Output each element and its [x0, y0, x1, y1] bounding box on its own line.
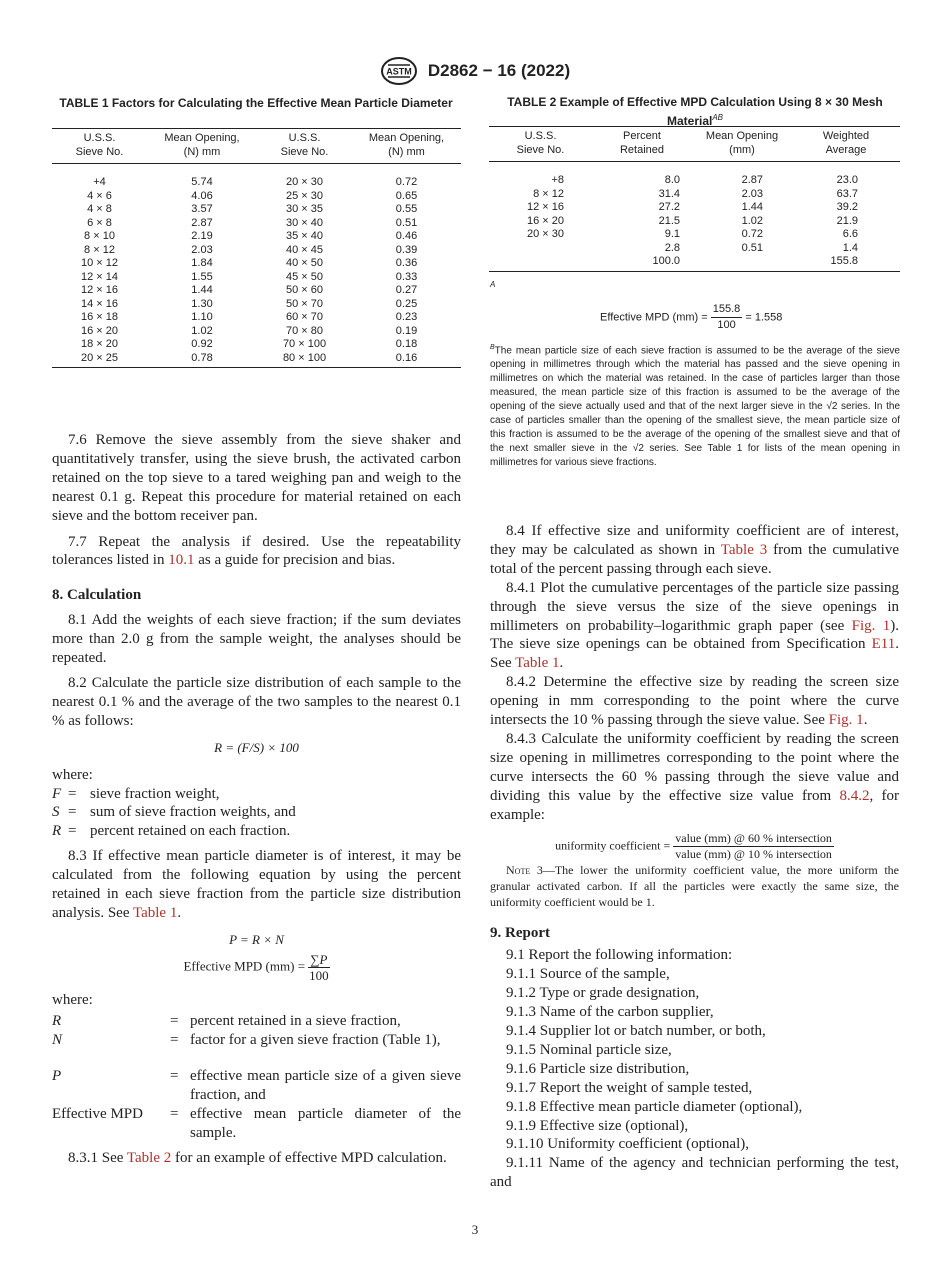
table1-cell: 3.57: [191, 203, 213, 215]
table1-cell: 18 × 20: [80, 338, 118, 350]
where-equals: =: [68, 823, 77, 840]
table2-cell: 21.9: [836, 214, 858, 227]
table1-cell: +4: [93, 176, 106, 188]
table1-cell: 12 × 16: [80, 284, 118, 296]
where-symbol: Effective MPD: [52, 1106, 143, 1123]
table1-cell: 1.55: [191, 270, 213, 283]
table1-cell: 16 × 18: [80, 311, 118, 323]
where-equals: =: [68, 804, 77, 821]
equation-uniformity: uniformity coefficient = $\frac{\text{value (mm) @ 60 \% intersection}}{\text{value (mm) @ 10 \% intersection}}$: [555, 830, 832, 861]
where-label-2: where:: [52, 991, 93, 1008]
table2-cell: 1.4: [842, 241, 858, 254]
table2-cell: [692, 255, 792, 271]
where-definition: sum of sieve fraction weights, and: [90, 804, 296, 821]
table2-cell: 1.02: [741, 214, 763, 227]
where-list-2: [52, 1012, 461, 1143]
where-definition: percent retained in a sieve fraction,: [190, 1012, 401, 1029]
table1-cell: 50 × 60: [285, 284, 323, 296]
table2-cell: 2.8: [664, 241, 680, 254]
link-fig-1-b[interactable]: Fig. 1: [828, 712, 864, 729]
equation-p: P = R × N: [229, 931, 284, 947]
where-symbol: N: [52, 1031, 63, 1048]
para-7-7: 7.7 Repeat the analysis if desired. Use the repeatability tolerances listed in 10.1 as a guide for precision and bias.: [52, 533, 461, 569]
table2-cell: 20 × 30: [526, 228, 564, 240]
table1-cell: 6 × 8: [87, 216, 112, 229]
table-row: [52, 338, 461, 352]
table1-cell: 0.72: [395, 176, 418, 188]
table1-cell: 60 × 70: [285, 311, 323, 323]
report-item-last: 9.1.11 Name of the agency and technician performing the test, and: [490, 1155, 899, 1191]
where-symbol: P: [52, 1068, 62, 1085]
report-item: 9.1.4 Supplier lot or batch number, or both,: [506, 1023, 766, 1040]
table1-cell: 16 × 20: [80, 324, 118, 337]
table-row: [489, 174, 900, 188]
table1-cell: 0.65: [395, 189, 418, 202]
table1-cell: 14 × 16: [80, 297, 118, 310]
table1: [52, 128, 461, 368]
where-definition: sieve fraction weight,: [90, 785, 220, 802]
table1-cell: 40 × 45: [285, 243, 323, 256]
link-10-1[interactable]: 10.1: [168, 552, 195, 569]
table-row: [52, 352, 461, 368]
section-8-heading: 8. Calculation: [52, 587, 142, 604]
table-row: [52, 244, 461, 258]
table1-cell: 0.55: [395, 203, 418, 215]
para-8-4-2: 8.4.2 Determine the effective size by reading the screen size opening in mm corresponding to the point where the curve intersects the 10 % passing through the sieve value. See Fig. 1.: [490, 674, 899, 729]
table2-cell: 1.44: [741, 201, 763, 213]
table1-spacer-row: [52, 164, 461, 177]
table2-header-cell: U.S.S. Sieve No.: [489, 127, 592, 162]
table2-cell: 39.2: [836, 201, 858, 213]
table1-cell: 2.03: [191, 243, 213, 256]
table1-header-cell: Mean Opening, (N) mm: [147, 129, 257, 164]
table1-cell: 70 × 80: [285, 324, 323, 337]
table2-cell: 63.7: [836, 187, 858, 200]
table1-cell: 1.44: [191, 284, 213, 296]
table-row: [52, 325, 461, 339]
table1-cell: 1.02: [191, 324, 213, 337]
table2-cell: 100.0: [592, 255, 692, 271]
table1-cell: 80 × 100: [257, 352, 352, 368]
para-8-2: 8.2 Calculate the particle size distribution of each sample to the nearest 0.1 % and the average of the two samples to the nearest 0.1 % as follows:: [52, 674, 461, 729]
table2-cell: +8: [551, 174, 564, 186]
table1-cell: 8 × 12: [84, 243, 115, 256]
para-8-4-3: 8.4.3 Calculate the uniformity coefficient by reading the screen size opening in millimetres corresponding to the point where the curve intersects the 60 % passing through the sieve value and dividing this value by the effective size value from 8.4.2, for example:: [490, 730, 899, 823]
table2-equation: Effective MPD (mm) = $\frac{155.8}{100}$ = 1.558: [600, 303, 783, 331]
link-e11[interactable]: E11: [871, 636, 896, 653]
where-symbol: S: [52, 804, 60, 821]
report-item: 9.1.8 Effective mean particle diameter (optional),: [506, 1098, 803, 1115]
link-table-2[interactable]: Table 2: [126, 1150, 172, 1167]
where-symbol: F: [52, 785, 62, 802]
table1-cell: 30 × 40: [285, 216, 323, 229]
table1-cell: 50 × 70: [285, 297, 323, 310]
table1-cell: 1.84: [191, 257, 213, 269]
table1-cell: 0.27: [395, 284, 418, 296]
table1-cell: 40 × 50: [285, 257, 323, 269]
report-item: 9.1.7 Report the weight of sample tested,: [506, 1079, 753, 1096]
link-table-1-b[interactable]: Table 1: [515, 655, 560, 672]
table1-cell: 70 × 100: [282, 338, 327, 350]
link-table-3[interactable]: Table 3: [720, 541, 768, 558]
table2-cell: 16 × 20: [526, 214, 564, 227]
report-item: 9.1.1 Source of the sample,: [506, 966, 670, 983]
page-header: [0, 56, 950, 86]
table2-header-cell: Weighted Average: [792, 127, 900, 162]
table2-cell: 27.2: [658, 201, 680, 213]
astm-logo-icon: [380, 56, 418, 86]
equation-mpd: Effective MPD (mm) = $\frac{\sum P}{100}$: [183, 951, 329, 983]
table-row: [489, 255, 900, 271]
page-number: 3: [471, 1222, 479, 1237]
table1-cell: 1.10: [191, 311, 213, 323]
table2-spacer-row: [489, 162, 900, 175]
table2-cell: 8.0: [664, 174, 680, 186]
where-equals: =: [170, 1012, 179, 1029]
table1-cell: 12 × 14: [80, 270, 118, 283]
table2-cell: 2.87: [741, 174, 763, 186]
table-row: [52, 203, 461, 217]
where-definition: percent retained on each fraction.: [90, 823, 291, 840]
standard-designation: D2862 − 16 (2022): [427, 61, 571, 80]
table2-cell: [489, 255, 592, 271]
table1-cell: 0.78: [147, 352, 257, 368]
table2-cell: 9.1: [664, 228, 680, 240]
table1-header-cell: Mean Opening, (N) mm: [352, 129, 461, 164]
table1-cell: 0.18: [395, 338, 418, 350]
table2: [489, 126, 900, 272]
para-8-1: 8.1 Add the weights of each sieve fraction; if the sum deviates more than 2.0 g from the sample weight, the analyses should be repeated.: [52, 612, 461, 667]
table1-header-cell: U.S.S. Sieve No.: [257, 129, 352, 164]
where-equals: =: [170, 1068, 179, 1085]
table-row: [52, 257, 461, 271]
report-item: 9.1.2 Type or grade designation,: [506, 985, 700, 1002]
spacer-cell: [489, 162, 900, 175]
right-column: [490, 522, 899, 1192]
table1-cell: 5.74: [191, 176, 213, 188]
table2-cell: 8 × 12: [533, 187, 564, 200]
table1-cell: 20 × 30: [285, 176, 323, 188]
where-definition: effective mean particle diameter of the sample.: [190, 1106, 461, 1142]
para-8-4: 8.4 If effective size and uniformity coefficient are of interest, they may be calculated as shown in Table 3 from the cumulative total of the percent passing through each sieve.: [490, 523, 899, 577]
table-row: [489, 188, 900, 202]
table2-header-cell: Percent Retained: [592, 127, 692, 162]
table-row: [52, 284, 461, 298]
table2-footnote-a: A: [490, 280, 496, 289]
table-row: [489, 215, 900, 229]
table1-cell: 0.33: [395, 270, 418, 283]
table1-cell: 0.19: [395, 324, 418, 337]
table-row: [52, 217, 461, 231]
table2-header-cell: Mean Opening (mm): [692, 127, 792, 162]
table2-cell: 12 × 16: [526, 201, 564, 213]
table-row: [52, 271, 461, 285]
where-equals: =: [68, 785, 77, 802]
table-row: [489, 201, 900, 215]
report-items: [490, 946, 899, 1154]
report-item: 9.1.6 Particle size distribution,: [506, 1060, 690, 1077]
table-row: [52, 190, 461, 204]
table1-cell: 0.16: [352, 352, 461, 368]
para-8-3: 8.3 If effective mean particle diameter is of interest, it may be calculated from the following equation by using the percent retained in each sieve fraction from the particle size distribution analysis. See Table 1.: [52, 848, 461, 921]
table1-cell: 10 × 12: [80, 257, 118, 269]
table2-cell: 6.6: [842, 228, 858, 240]
table-row: [489, 228, 900, 242]
link-table-1[interactable]: Table 1: [132, 904, 178, 921]
link-fig-1[interactable]: Fig. 1: [851, 617, 891, 634]
svg-text:ASTM: ASTM: [386, 66, 412, 77]
table1-cell: 2.19: [191, 230, 213, 242]
table-row: [52, 230, 461, 244]
where-equals: =: [170, 1106, 179, 1123]
note-3: Note 3—The lower the uniformity coefficient value, the more uniform the granular activated carbon. If all the particles were exactly the same size, the uniformity coefficient would be 1.: [490, 862, 899, 909]
table1-cell: 45 × 50: [285, 270, 323, 283]
table2-cell: 0.51: [741, 241, 763, 254]
table2-cell: [489, 242, 592, 256]
table1-cell: 35 × 40: [285, 230, 323, 242]
table1-cell: 0.92: [191, 338, 213, 350]
link-8-4-2[interactable]: 8.4.2: [839, 787, 870, 804]
table-row: [52, 311, 461, 325]
report-item: 9.1.10 Uniformity coefficient (optional),: [506, 1136, 749, 1153]
left-column: [52, 431, 461, 1168]
where-symbol: R: [52, 823, 62, 840]
table1-cell: 0.25: [395, 297, 418, 310]
report-item: 9.1.9 Effective size (optional),: [506, 1117, 689, 1134]
table1-cell: 4 × 6: [87, 189, 112, 202]
table1-cell: 4 × 8: [87, 203, 112, 215]
table-row: [489, 242, 900, 256]
table2-cell: 0.72: [741, 228, 763, 240]
para-8-3-1: 8.3.1 See Table 2 for an example of effective MPD calculation.: [68, 1150, 447, 1167]
table1-cell: 1.30: [191, 297, 213, 310]
table2-cell: 31.4: [658, 187, 680, 200]
table2-cell: 2.03: [741, 187, 763, 200]
where-equals: =: [170, 1031, 179, 1048]
table-row: [52, 298, 461, 312]
equation-r: R = (F/S) × 100: [214, 739, 299, 755]
table1-header-cell: U.S.S. Sieve No.: [52, 129, 147, 164]
where-definition: factor for a given sieve fraction (Table 1),: [190, 1031, 441, 1048]
table2-cell: 155.8: [792, 255, 900, 271]
table1-cell: 0.51: [395, 216, 418, 229]
section-9-heading: 9. Report: [490, 924, 550, 941]
table1-cell: 2.87: [191, 216, 213, 229]
table2-cell: 23.0: [836, 174, 858, 186]
report-item: 9.1.3 Name of the carbon supplier,: [506, 1004, 714, 1021]
where-symbol: R: [52, 1012, 62, 1029]
table2-footnote-b: $^B$The mean particle size of each sieve fraction is assumed to be the average of the sieve opening in millimetres through which the material has passed and the sieve opening in millimetres on which the material was retained. In the case of particles larger than those measured, the mean particle size of this fraction is assumed to be the average of the opening of the sieve actually used and that of the next larger sieve in the √2 series. In the case of particles smaller than the opening of the smallest sieve, the mean particle size of this fraction is assumed to be the average of the opening of the smallest sieve and that of the next smaller sieve in the √2 series. See Table 1 for lists of the mean opening in millimetres for various sieve fractions.: [490, 344, 901, 469]
table1-cell: 30 × 35: [285, 203, 323, 215]
para-8-4-1: 8.4.1 Plot the cumulative percentages of the particle size passing through the sieve versus the size of the sieve openings in millimeters on probability–logarithmic graph paper (see Fig. 1). The sieve size openings can be obtained from Specification E11. See Table 1.: [490, 579, 900, 672]
table1-cell: 4.06: [191, 189, 213, 202]
para-7-6: 7.6 Remove the sieve assembly from the sieve shaker and quantitatively transfer, using the sieve brush, the activated carbon retained on the top sieve to a tared weighing pan and weigh to the nearest 0.1 g. Repeat this procedure for material retained on each sieve and the bottom receiver pan.: [52, 432, 461, 524]
table1-cell: 0.39: [395, 243, 418, 256]
table2-cell: 21.5: [658, 214, 680, 227]
where-list-1: [52, 785, 461, 842]
table1-cell: 0.23: [395, 311, 418, 323]
table1-cell: 25 × 30: [285, 189, 323, 202]
table1-cell: 0.36: [395, 257, 418, 269]
table1-caption: TABLE 1 Factors for Calculating the Effective Mean Particle Diameter: [59, 96, 453, 110]
table1-cell: 0.46: [395, 230, 418, 242]
table2-caption: TABLE 2 Example of Effective MPD Calculation Using 8 × 30 Mesh Material$^{AB}$: [507, 95, 883, 128]
table1-cell: 20 × 25: [52, 352, 147, 368]
report-item: 9.1.5 Nominal particle size,: [506, 1041, 672, 1058]
spacer-cell: [52, 164, 461, 177]
where-label-1: where:: [52, 766, 93, 783]
table-row: [52, 176, 461, 190]
report-item: 9.1 Report the following information:: [506, 947, 733, 964]
where-definition: effective mean particle size of a given sieve fraction, and: [190, 1068, 461, 1104]
table1-cell: 8 × 10: [84, 230, 115, 242]
